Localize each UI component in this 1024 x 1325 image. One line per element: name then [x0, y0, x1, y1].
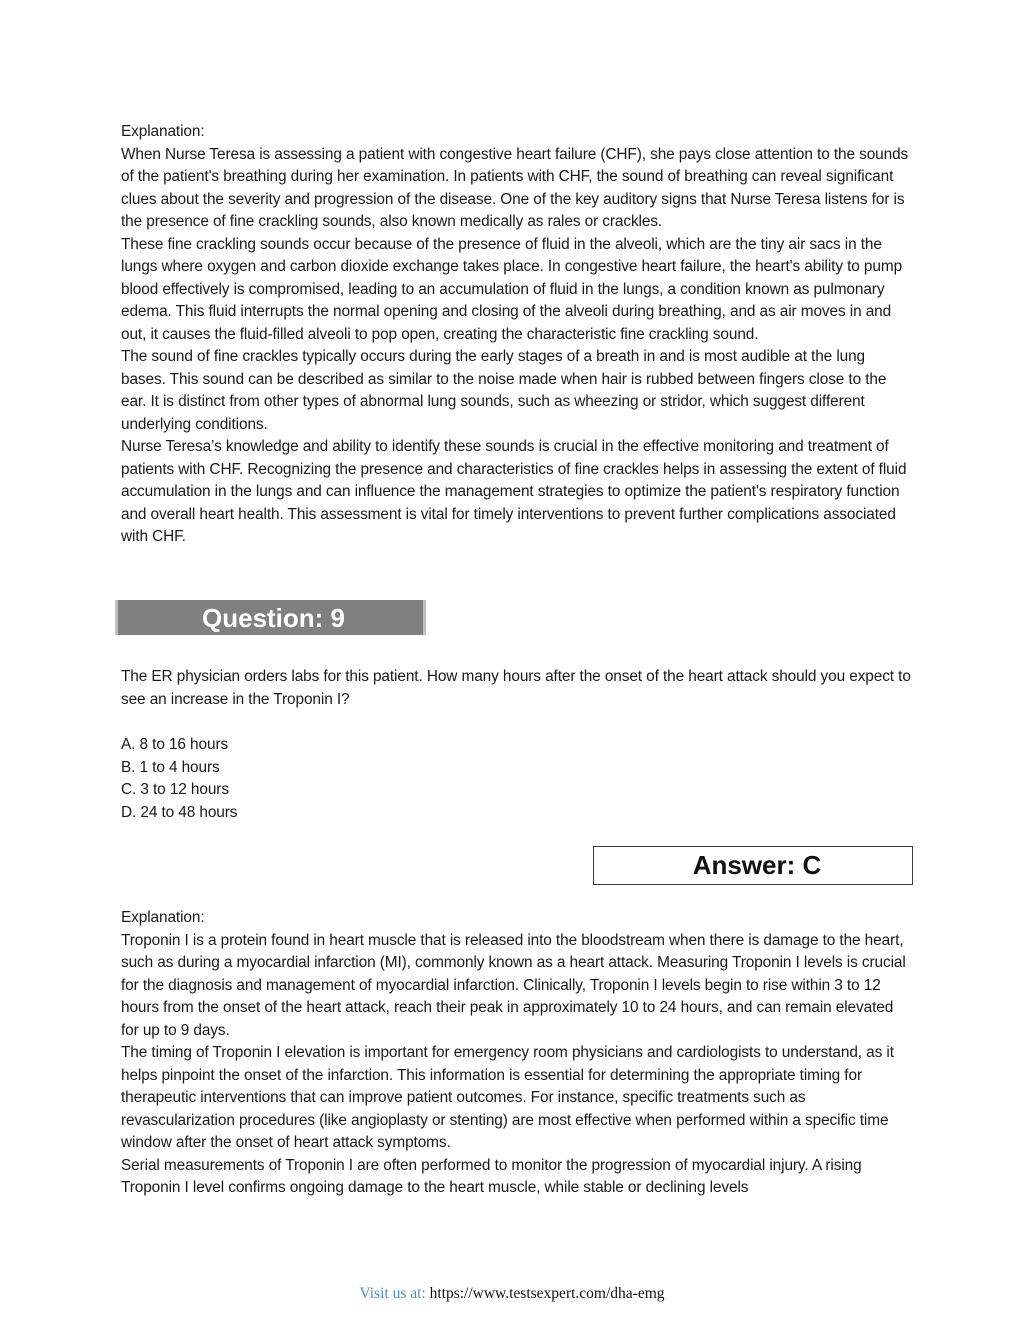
explanation-paragraph: These fine crackling sounds occur because of the presence of fluid in the alveoli, which are the tiny air sacs in the lungs where oxygen and carbon dioxide exchange takes place. In congestive heart failure, the heart's ability to pump blood effectively is compromised, leading to an accumulation of fluid in the lungs, a condition known as pulmonary edema. This fluid interrupts the normal opening and closing of the alveoli during breathing, and as air moves in and out, it causes the fluid-filled alveoli to pop open, creating the characteristic fine crackling sound. [121, 235, 903, 343]
question-number: Question: 9 [202, 603, 346, 633]
question-text: The ER physician orders labs for this patient. How many hours after the onset of the heart attack should you expect to see an increase in the Troponin I? [121, 668, 911, 708]
explanation-heading: Explanation: [121, 909, 205, 926]
explanation-paragraph: Nurse Teresa’s knowledge and ability to identify these sounds is crucial in the effective monitoring and treatment of patients with CHF. Recognizing the presence and characteristics of fine crackles helps in assessing the extent of fluid accumulation in the lungs and can influence the management strategies to optimize the patient's respiratory function and overall heart health. This assessment is vital for timely interventions to prevent further complications associated with CHF. [121, 438, 907, 545]
question-block [121, 666, 911, 711]
explanation-paragraph: Serial measurements of Troponin I are often performed to monitor the progression of myocardial injury. A rising Troponin I level confirms ongoing damage to the heart muscle, while stable or declining levels [121, 1156, 862, 1196]
answer-label: Answer: C [692, 850, 822, 880]
option-a: A. 8 to 16 hours [121, 736, 229, 753]
page-footer [0, 1285, 1024, 1303]
option-b: B. 1 to 4 hours [121, 758, 220, 776]
answer-explanation [121, 907, 911, 1200]
explanation-paragraph: When Nurse Teresa is assessing a patient with congestive heart failure (CHF), she pays close attention to the sounds of the patient's breathing during her examination. In patients with CHF, the sound of breathing can reveal significant clues about the severity and progression of the disease. One of the key auditory signs that Nurse Teresa listens for is the presence of fine crackling sounds, also known medically as rales or crackles. [121, 145, 909, 230]
footer-link[interactable]: https://www.testsexpert.com/dha-emg [429, 1285, 665, 1302]
explanation-paragraph: The timing of Troponin I elevation is important for emergency room physicians and cardiologists to understand, as it helps pinpoint the onset of the infarction. This information is essential for determining the appropriate timing for therapeutic interventions that can improve patient outcomes. For instance, specific treatments such as revascularization procedures (like angioplasty or stenting) are most effective when performed within a specific time window after the onset of heart attack symptoms. [121, 1044, 894, 1151]
question-banner [115, 600, 426, 635]
footer-label: Visit us at: [359, 1285, 426, 1302]
option-c: C. 3 to 12 hours [121, 781, 229, 798]
explanation-paragraph: Troponin I is a protein found in heart muscle that is released into the bloodstream when there is damage to the heart, such as during a myocardial infarction (MI), commonly known as a heart attack. Measuring Troponin I levels is crucial for the diagnosis and management of myocardial infarction. Clinically, Troponin I levels begin to rise within 3 to 12 hours from the onset of the heart attack, reach their peak in approximately 10 to 24 hours, and can remain elevated for up to 9 days. [121, 931, 906, 1039]
explanation-heading: Explanation: [121, 123, 205, 140]
explanation-paragraph: The sound of fine crackles typically occurs during the early stages of a breath in and is most audible at the lung bases. This sound can be described as similar to the noise made when hair is rubbed between fingers close to the ear. It is distinct from other types of abnormal lung sounds, such as wheezing or stridor, which suggest different underlying conditions. [121, 348, 887, 433]
answer-options [121, 734, 911, 824]
option-d: D. 24 to 48 hours [121, 803, 238, 821]
previous-explanation [121, 121, 911, 549]
answer-box [593, 846, 913, 885]
